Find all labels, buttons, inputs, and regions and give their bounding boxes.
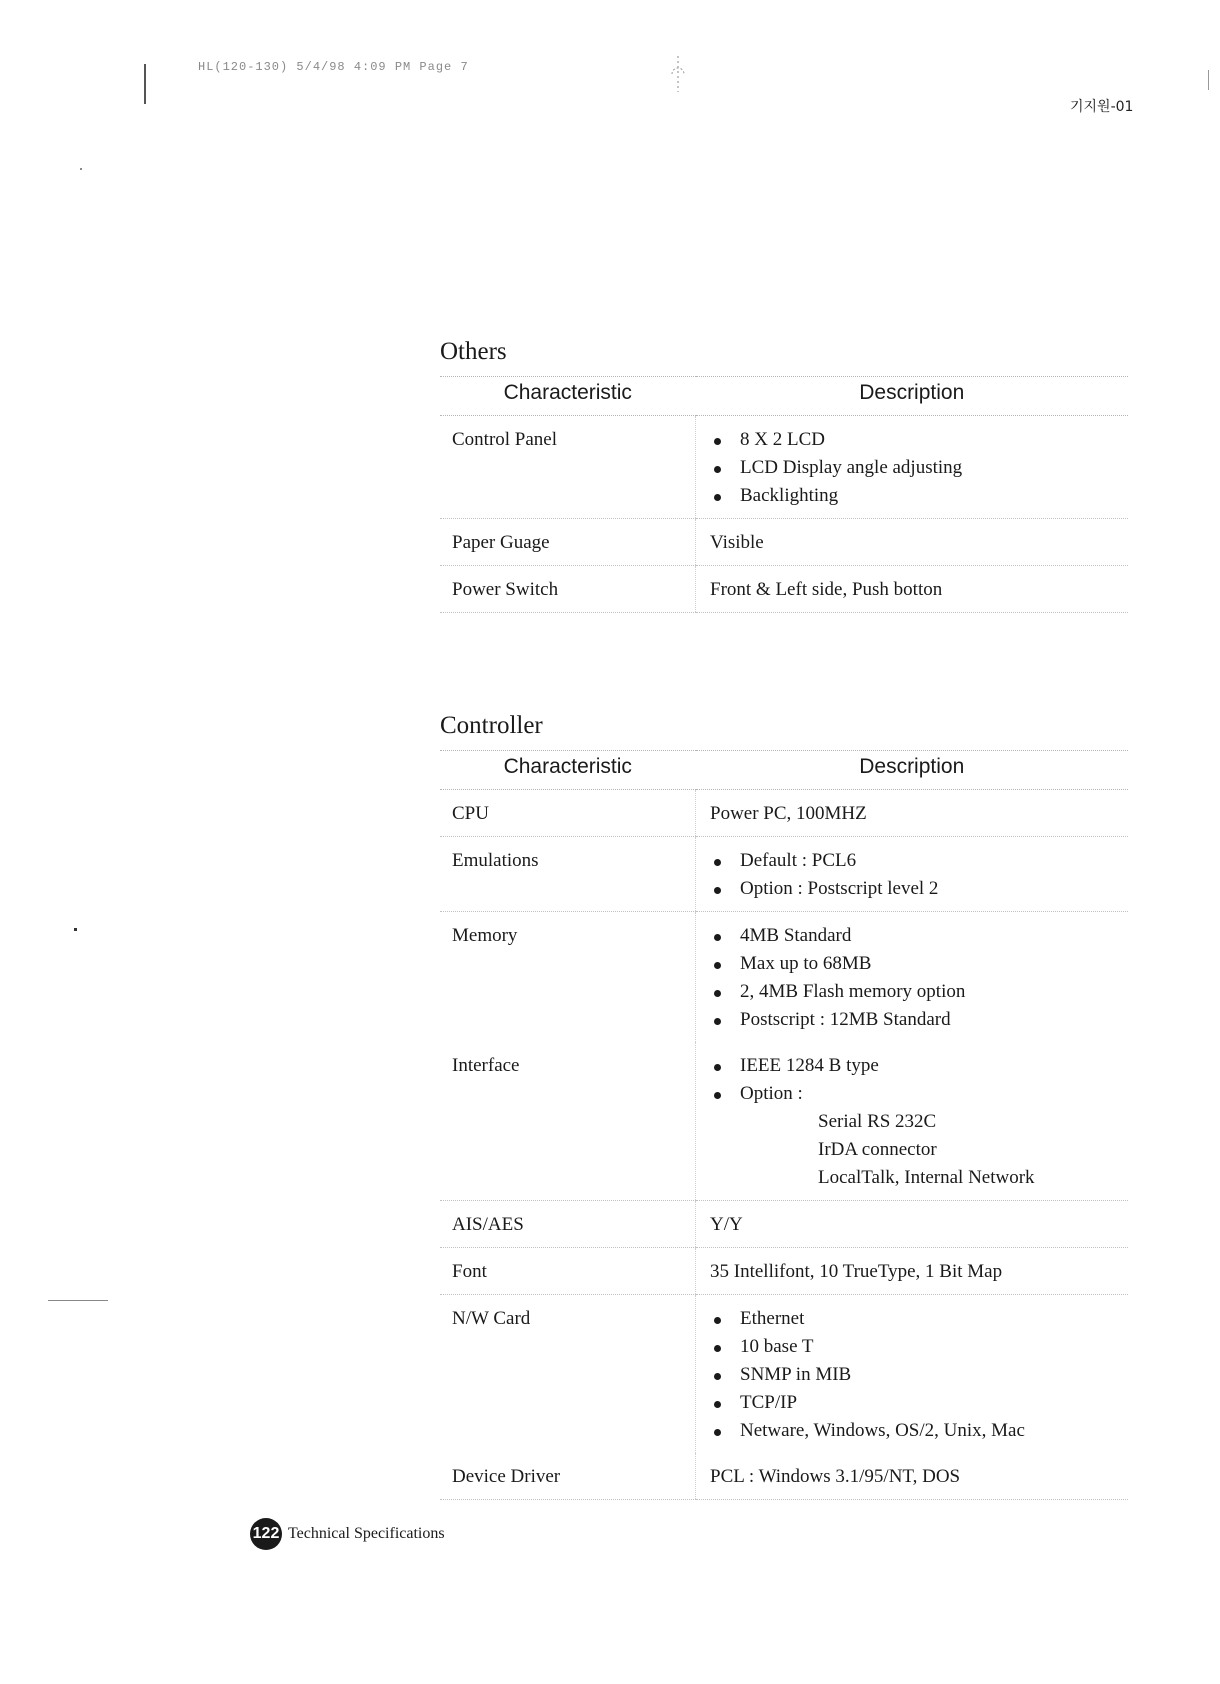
list-item: IEEE 1284 B type <box>710 1052 1120 1080</box>
row-description <box>696 912 1129 1043</box>
row-description: Front & Left side, Push botton <box>696 566 1129 613</box>
document-code: 기지원-01 <box>1070 99 1134 115</box>
row-characteristic: Control Panel <box>440 416 696 519</box>
row-description: Visible <box>696 519 1129 566</box>
list-item: Ethernet <box>710 1305 1120 1333</box>
table-row <box>440 1248 1128 1295</box>
table-row <box>440 837 1128 912</box>
row-characteristic: Interface <box>440 1042 696 1201</box>
row-description <box>696 1042 1129 1201</box>
row-description <box>696 837 1129 912</box>
controller-header-row <box>440 751 1128 790</box>
list-item: Default : PCL6 <box>710 847 1120 875</box>
controller-col-description: Description <box>696 751 1129 790</box>
others-col-description: Description <box>696 377 1129 416</box>
row-description: 35 Intellifont, 10 TrueType, 1 Bit Map <box>696 1248 1129 1295</box>
row-description <box>696 1295 1129 1454</box>
row-characteristic: Device Driver <box>440 1453 696 1500</box>
registration-mark-icon <box>668 56 688 92</box>
row-characteristic: Power Switch <box>440 566 696 613</box>
others-col-characteristic: Characteristic <box>440 377 696 416</box>
row-description: PCL : Windows 3.1/95/NT, DOS <box>696 1453 1129 1500</box>
list-item: Postscript : 12MB Standard <box>710 1006 1120 1034</box>
list-item: 8 X 2 LCD <box>710 426 1120 454</box>
list-item: Option : <box>710 1080 1120 1108</box>
margin-rule-left <box>144 64 146 104</box>
row-characteristic: Memory <box>452 925 518 946</box>
scan-speck <box>80 168 82 170</box>
sub-list-item: LocalTalk, Internal Network <box>818 1167 1035 1188</box>
list-item: TCP/IP <box>710 1389 1120 1417</box>
others-title: Others <box>440 338 507 365</box>
row-characteristic: Emulations <box>440 837 696 912</box>
list-item: 2, 4MB Flash memory option <box>710 978 1120 1006</box>
row-characteristic: Font <box>440 1248 696 1295</box>
controller-table <box>440 750 1128 1500</box>
row-characteristic: CPU <box>440 790 696 837</box>
others-section <box>440 338 1128 613</box>
others-header-row <box>440 377 1128 416</box>
row-description: Power PC, 100MHZ <box>696 790 1129 837</box>
row-characteristic: Paper Guage <box>440 519 696 566</box>
row-characteristic: N/W Card <box>452 1308 531 1329</box>
sub-list-item: Serial RS 232C <box>818 1111 937 1132</box>
row-characteristic: AIS/AES <box>440 1201 696 1248</box>
controller-title: Controller <box>440 712 543 739</box>
sub-list-item: IrDA connector <box>818 1139 937 1160</box>
print-stamp: HL(120-130) 5/4/98 4:09 PM Page 7 <box>198 60 469 74</box>
list-item: LCD Display angle adjusting <box>710 454 1120 482</box>
controller-section <box>440 712 1128 1500</box>
controller-col-characteristic: Characteristic <box>440 751 696 790</box>
list-item: Max up to 68MB <box>710 950 1120 978</box>
table-row <box>440 519 1128 566</box>
table-row <box>440 1295 1128 1454</box>
page-number-badge: 122 <box>250 1518 282 1550</box>
table-row <box>440 1042 1128 1201</box>
list-item: SNMP in MIB <box>710 1361 1120 1389</box>
table-row <box>440 1453 1128 1500</box>
row-description: Y/Y <box>696 1201 1129 1248</box>
footer-title: Technical Specifications <box>288 1525 445 1542</box>
list-item: Netware, Windows, OS/2, Unix, Mac <box>710 1417 1120 1445</box>
list-item: Option : Postscript level 2 <box>710 875 1120 903</box>
list-item: 10 base T <box>710 1333 1120 1361</box>
others-table <box>440 376 1128 613</box>
scan-speck <box>74 928 77 931</box>
scan-speck <box>48 1300 108 1301</box>
margin-rule-right <box>1208 70 1209 90</box>
table-row <box>440 1201 1128 1248</box>
row-description <box>696 416 1129 519</box>
list-item: 4MB Standard <box>710 922 1120 950</box>
table-row <box>440 912 1128 1043</box>
list-item: Backlighting <box>710 482 1120 510</box>
table-row <box>440 790 1128 837</box>
table-row <box>440 416 1128 519</box>
table-row <box>440 566 1128 613</box>
page-footer <box>250 1518 445 1550</box>
